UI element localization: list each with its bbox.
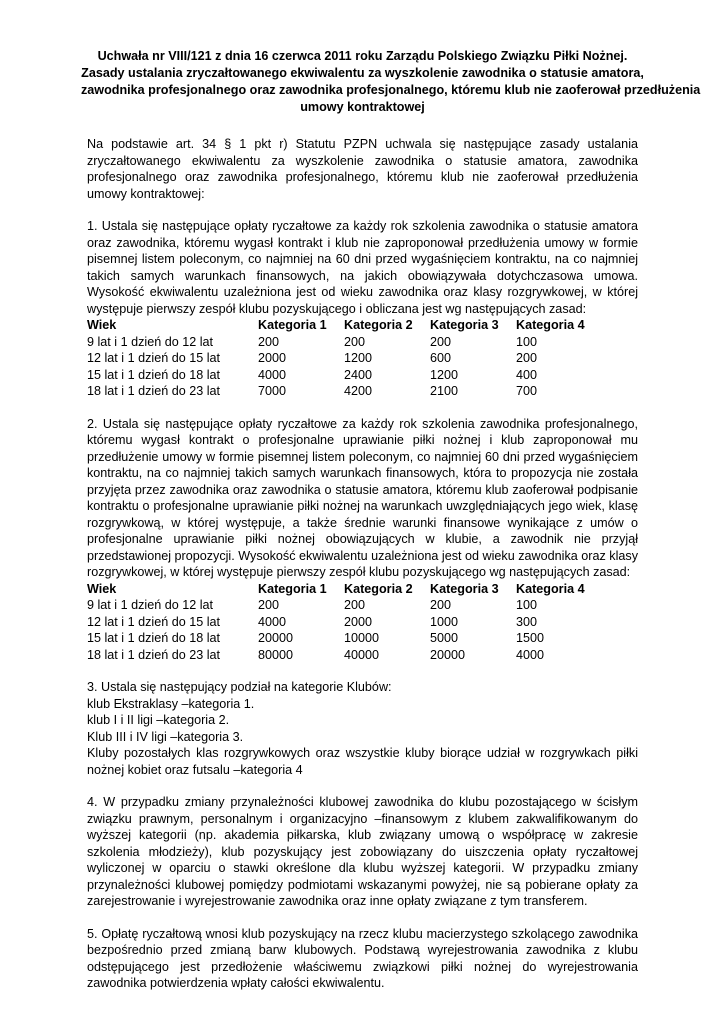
section-3-heading: 3. Ustala się następujący podział na kategorie Klubów: [87,680,392,694]
table-row [87,367,626,384]
section-1-text: 1. Ustala się następujące opłaty ryczałtowe za każdy rok szkolenia zawodnika o statusie amatora oraz zawodnika, któremu wygasł kontrakt i klub nie zaproponował przedłużenia umowy w formie pisemnej listem poleconym, co najmniej na 60 dni przed wygaśnięciem kontraktu, na co najmniej takich samych warunkach finansowych, na jakich obowiązywała dotychczasowa umowa. Wysokość ekwiwalentu uzależniona jest od wieku zawodnika oraz klasy rozgrywkowej, w której występuje pierwszy zespół klubu pozyskującego i obliczana jest wg następujących zasad: [87,219,638,316]
table-cell: 4000 [258,614,287,629]
fee-table-professional [87,581,626,664]
column-header: Kategoria 1 [258,318,327,332]
table-cell: 1000 [430,614,459,629]
table-cell: 15 lat i 1 dzień do 18 lat [87,631,221,645]
table-row [87,614,626,631]
table-cell: 12 lat i 1 dzień do 15 lat [87,614,221,629]
table-row [87,647,626,664]
section-4-text: 4. W przypadku zmiany przynależności klubowej zawodnika do klubu pozostającego w ścisłym związku prawnym, personalnym i organizacyjno –finansowym z klubem zakwalifikowanym do wyższej kategorii (np. akademia piłkarska, klub związany umową o współpracę w zakresie szkolenia młodzieży), klub pozyskujący jest zobowiązany do uiszczenia opłaty ryczałtowej wyliczonej w oparciu o stawki określone dla klubu wyższej kategorii. W przypadku zmiany przynależności klubowej pomiędzy podmiotami wskazanymi powyżej, nie są pobierane opłaty za zarejestrowanie i wyrejestrowanie zawodnika oraz inne opłaty związane z tym transferem. [87,795,638,908]
table-cell: 700 [516,384,538,398]
table-row [87,630,626,647]
table-cell: 5000 [430,631,459,645]
table-cell: 2400 [344,367,373,382]
table-cell: 40000 [344,647,380,662]
table-row [87,334,626,351]
fee-table-amateur [87,317,626,400]
category-item: klub Ekstraklasy –kategoria 1. [87,696,255,711]
table-cell: 2000 [258,351,287,365]
table-row [87,383,626,400]
table-cell: 4000 [516,647,545,662]
title-line-2: Zasady ustalania zryczałtowanego ekwiwalentu za wyszkolenie zawodnika o statusie amatora, [81,66,644,80]
table-cell: 4200 [344,384,373,398]
column-header: Kategoria 4 [516,581,585,596]
table-header-row [87,317,626,334]
table-cell: 1500 [516,631,545,645]
table-cell: 200 [344,334,366,349]
section-5-text: 5. Opłatę ryczałtową wnosi klub pozyskujący na rzecz klubu macierzystego szkolącego zawodnika bezpośrednio przed zmianą barw klubowych. Podstawą wyrejestrowania zawodnika z klubu odstępującego jest przedłożenie właściwemu związkowi piłki nożnej do wyrejestrowania zawodnika potwierdzenia wpłaty całości ekwiwalentu. [87,926,638,990]
column-header: Wiek [87,318,117,332]
title-line-1: Uchwała nr VIII/121 z dnia 16 czerwca 2011 roku Zarządu Polskiego Związku Piłki Nożnej. [97,49,628,63]
title-line-4: umowy kontraktowej [300,100,425,114]
table-cell: 18 lat i 1 dzień do 23 lat [87,647,221,662]
column-header: Kategoria 3 [430,318,499,332]
table-cell: 200 [430,598,452,612]
table-cell: 2000 [344,614,373,629]
category-item: klub I i II ligi –kategoria 2. [87,713,230,727]
table-cell: 1200 [430,367,459,382]
column-header: Kategoria 2 [344,581,413,596]
column-header: Kategoria 2 [344,318,413,332]
table-cell: 200 [516,351,538,365]
table-cell: 10000 [344,631,380,645]
table-cell: 100 [516,598,538,612]
table-cell: 9 lat i 1 dzień do 12 lat [87,334,214,349]
table-cell: 600 [430,351,452,365]
table-cell: 100 [516,334,538,349]
table-cell: 200 [258,598,280,612]
table-cell: 300 [516,614,538,629]
document-title [81,48,701,116]
intro-paragraph: Na podstawie art. 34 § 1 pkt r) Statutu PZPN uchwala się następujące zasady ustalania zryczałtowanego ekwiwalentu za wyszkolenie zawodnika o statusie amatora, zawodnika profesjonalnego oraz zawodnika profesjonalnego, któremu klub nie zaoferował przedłużenia umowy kontraktowej: [87,137,638,201]
table-cell: 1200 [344,351,373,365]
section-2-text: 2. Ustala się następujące opłaty ryczałtowe za każdy rok szkolenia zawodnika profesjonalnego, któremu wygasł kontrakt o profesjonalne uprawianie piłki nożnej i klub zaproponował mu przedłużenie umowy w formie pisemnej listem poleconym, co najmniej 60 dni przed wygaśnięciem kontraktu, na co najmniej takich samych warunkach finansowych, która to propozycja nie została przyjęta przez zawodnika oraz zawodnika o statusie amatora, któremu klub zaoferował podpisanie kontraktu o profesjonalne uprawianie piłki nożnej na warunkach uwzględniających jego wiek, klasę rozgrywkową, w której występuje, a także średnie warunki finansowe wynikające z umów o profesjonalne uprawianie piłki nożnej obowiązujących w klubie, a zawodnik nie przyjął przedstawionej propozycji. Wysokość ekwiwalentu uzależniona jest od wieku zawodnika oraz klasy rozgrywkowej, w której występuje pierwszy zespół klubu pozyskującego wg następujących zasad: [87,416,638,579]
table-cell: 20000 [258,631,294,645]
table-cell: 7000 [258,384,287,398]
category-item-last: Kluby pozostałych klas rozgrywkowych oraz wszystkie kluby biorące udział w rozgrywkach piłki nożnej kobiet oraz futsalu –kategoria 4 [87,746,638,777]
column-header: Wiek [87,581,117,596]
table-cell: 20000 [430,647,466,662]
table-cell: 400 [516,367,538,382]
table-header-row [87,581,626,598]
table-row [87,597,626,614]
table-cell: 9 lat i 1 dzień do 12 lat [87,598,214,612]
table-cell: 200 [430,334,452,349]
table-cell: 4000 [258,367,287,382]
column-header: Kategoria 4 [516,318,585,332]
title-line-3: zawodnika profesjonalnego oraz zawodnika profesjonalnego, któremu klub nie zaoferował przedłużenia [81,83,701,97]
table-cell: 2100 [430,384,459,398]
table-cell: 18 lat i 1 dzień do 23 lat [87,384,221,398]
table-cell: 80000 [258,647,294,662]
table-cell: 200 [344,598,366,612]
table-cell: 15 lat i 1 dzień do 18 lat [87,367,221,382]
column-header: Kategoria 3 [430,581,499,596]
category-item: Klub III i IV ligi –kategoria 3. [87,729,244,744]
column-header: Kategoria 1 [258,581,327,596]
table-cell: 12 lat i 1 dzień do 15 lat [87,351,221,365]
table-row [87,350,626,367]
table-cell: 200 [258,334,280,349]
